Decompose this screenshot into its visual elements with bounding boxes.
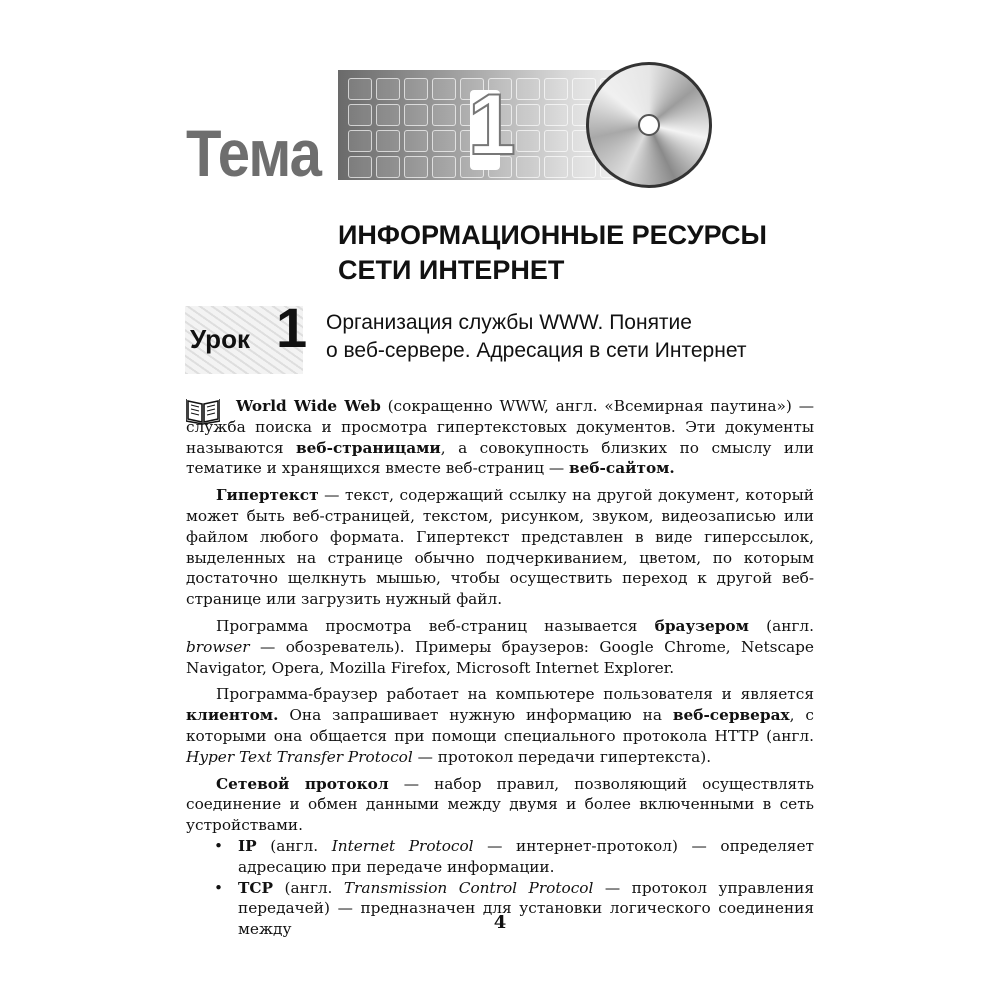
paragraph-browser: Программа просмотра веб-страниц называется браузером (англ. browser — обозреватель). Примеры браузеров: Google Chrome, Netscape Navigator, Opera, Mozilla Firefox, Microsoft Internet Explorer. bbox=[186, 616, 814, 677]
topic-label: Тема bbox=[186, 116, 322, 190]
lesson-title-line-1: Организация службы WWW. Понятие bbox=[326, 311, 692, 334]
lesson-number: 1 bbox=[276, 296, 308, 359]
compact-disc-icon bbox=[586, 62, 712, 188]
lesson-title-line-2: о веб-сервере. Адресация в сети Интернет bbox=[326, 339, 747, 362]
topic-number: 1 bbox=[468, 77, 516, 173]
topic-heading bbox=[338, 218, 767, 288]
paragraph-www: World Wide Web (сокращенно WWW, англ. «Всемирная паутина») — служба поиска и просмотра гипертекстовых документов. Эти документы называются веб-страницами, а совокупность близких по смыслу или тематике и хранящихся вместе веб-страниц — веб-сайтом. bbox=[186, 397, 814, 478]
bullet-icon: • bbox=[214, 878, 224, 897]
paragraph-protocol: Сетевой протокол — набор правил, позволяющий осуществлять соединение и обмен данными между двумя и более включенными в сеть устройствами. bbox=[186, 774, 814, 835]
lesson-title bbox=[326, 309, 746, 365]
list-item: • TCP (англ. Transmission Control Protocol — протокол управления передачей) — предназначен для установки логического соединения между bbox=[214, 878, 814, 939]
paragraph-client: Программа-браузер работает на компьютере пользователя и является клиентом. Она запрашивает нужную информацию на веб-серверах, с которыми она общается при помощи специального протокола HTTP (англ. Hyper Text Transfer Protocol — протокол передачи гипертекста). bbox=[186, 685, 814, 766]
paragraph-hypertext: Гипертекст — текст, содержащий ссылку на другой документ, который может быть веб-страницей, текстом, рисунком, звуком, видеозаписью или файлом любого формата. Гипертекст представлен в виде гиперссылок, выделенных на странице обычно подчеркиванием, цветом, по которым достаточно щелкнуть мышью, чтобы осуществить переход к другой веб-странице или загрузить нужный файл. bbox=[186, 486, 814, 609]
list-item: • IP (англ. Internet Protocol — интернет-протокол) — определяет адресацию при передаче информации. bbox=[214, 836, 814, 876]
bullet-icon: • bbox=[214, 836, 224, 855]
page-number: 4 bbox=[493, 912, 507, 933]
lesson-label: Урок bbox=[190, 324, 250, 354]
lesson-body bbox=[186, 396, 814, 940]
topic-heading-line-2: СЕТИ ИНТЕРНЕТ bbox=[338, 255, 565, 285]
topic-heading-line-1: ИНФОРМАЦИОННЫЕ РЕСУРСЫ bbox=[338, 220, 767, 250]
